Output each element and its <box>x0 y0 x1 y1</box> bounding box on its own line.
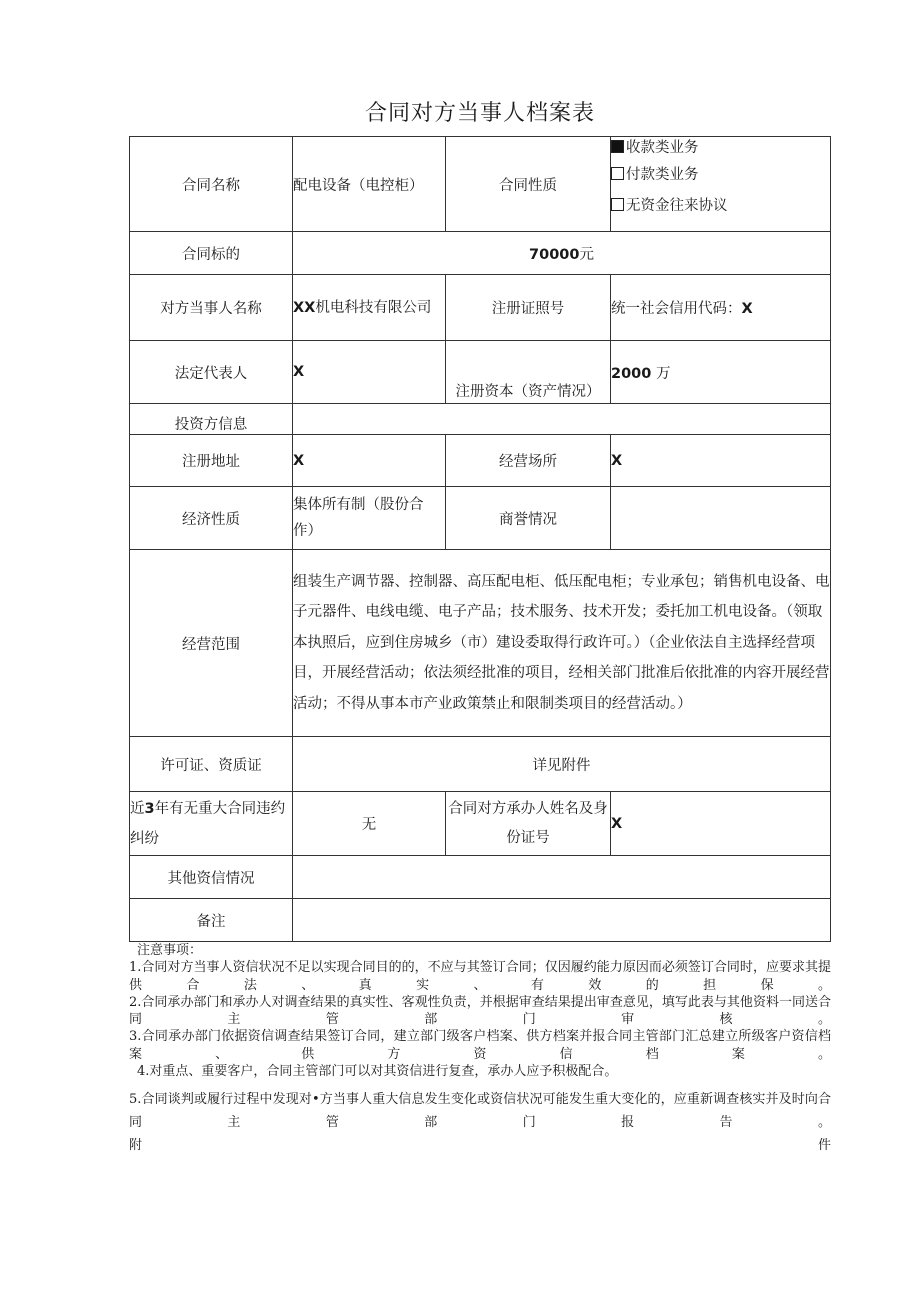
remarks-label: 备注 <box>130 899 293 942</box>
breach-label: 近3年有无重大合同违约纠纷 <box>130 792 293 856</box>
note-item: 1.合同对方当事人资信状况不足以实现合同目的的，不应与其签订合同；仅因履约能力原因而必须签订合同时，应要求其提供合法、真实、有效的担保。 <box>129 960 831 993</box>
scope-value: 组装生产调节器、控制器、高压配电柜、低压配电柜；专业承包；销售机电设备、电子元器件、电线电缆、电子产品；技术服务、技术开发；委托加工机电设备。（领取本执照后，应到住房城乡（市）建设委取得行政许可。）（企业依法自主选择经营项目，开展经营活动；依法须经批准的项目，经相关部门批准后依批准的内容开展经营活动；不得从事本市产业政策禁止和限制类项目的经营活动。） <box>293 550 831 737</box>
table-row <box>130 404 831 435</box>
legal-rep-label: 法定代表人 <box>130 341 293 404</box>
reputation-value <box>611 487 831 550</box>
table-row <box>130 737 831 792</box>
reg-capital-label: 注册资本（资产情况） <box>446 341 611 404</box>
license-value: 详见附件 <box>293 737 831 792</box>
license-label: 许可证、资质证 <box>130 737 293 792</box>
investor-label: 投资方信息 <box>130 404 293 435</box>
subject-label: 合同标的 <box>130 232 293 275</box>
credit-code-value: 统一社会信用代码：X <box>611 275 831 341</box>
business-place-value: X <box>611 435 831 487</box>
scope-label: 经营范围 <box>130 550 293 737</box>
table-row <box>130 792 831 856</box>
party-name-value: XX机电科技有限公司 <box>293 275 446 341</box>
checkbox-empty-icon[interactable] <box>611 198 624 211</box>
party-name-label: 对方当事人名称 <box>130 275 293 341</box>
table-row <box>130 275 831 341</box>
table-row <box>130 341 831 404</box>
nature-option-payable[interactable]: 付款类业务 <box>611 159 830 191</box>
note-item: 5.合同谈判或履行过程中发现对•方当事人重大信息发生变化或资信状况可能发生重大变化的，应重新调查核实并及时向合同主管部门报告。 <box>129 1092 831 1131</box>
page-title: 合同对方当事人档案表 <box>364 101 595 126</box>
nature-option-no-funds[interactable]: 无资金往来协议 <box>611 191 830 221</box>
contract-nature-options <box>611 137 831 232</box>
remarks-value <box>293 899 831 942</box>
econ-nature-label: 经济性质 <box>130 487 293 550</box>
table-row <box>130 550 831 737</box>
table-row <box>130 487 831 550</box>
table-row <box>130 232 831 275</box>
reg-address-value: X <box>293 435 446 487</box>
notes-heading: 注意事项： <box>137 943 203 958</box>
nature-option-receivable[interactable]: 收款类业务 <box>611 137 830 159</box>
legal-rep-value: X <box>293 341 446 404</box>
handler-label: 合同对方承办人姓名及身份证号 <box>446 792 611 856</box>
checkbox-empty-icon[interactable] <box>611 167 624 180</box>
table-row <box>130 137 831 232</box>
other-credit-label: 其他资信情况 <box>130 856 293 899</box>
notes-section <box>129 942 831 1157</box>
archive-table <box>129 136 831 942</box>
note-item: 4.对重点、重要客户，合同主管部门可以对其资信进行复查，承办人应予积极配合。 <box>137 1064 618 1080</box>
table-row <box>130 435 831 487</box>
table-row <box>130 899 831 942</box>
reg-address-label: 注册地址 <box>130 435 293 487</box>
subject-value: 70000元 <box>293 232 831 275</box>
econ-nature-value: 集体所有制（股份合作） <box>293 487 446 550</box>
reputation-label: 商誉情况 <box>446 487 611 550</box>
other-credit-value <box>293 856 831 899</box>
reg-capital-value: 2000 万 <box>611 341 831 404</box>
contract-name-value: 配电设备（电控柜） <box>293 137 446 232</box>
table-row <box>130 856 831 899</box>
checkbox-checked-icon[interactable] <box>611 140 624 153</box>
investor-value <box>293 404 831 435</box>
attachment-label: 附件 <box>129 1138 831 1154</box>
business-place-label: 经营场所 <box>446 435 611 487</box>
reg-license-label: 注册证照号 <box>446 275 611 341</box>
contract-name-label: 合同名称 <box>130 137 293 232</box>
handler-value: X <box>611 792 831 856</box>
note-item: 2.合同承办部门和承办人对调查结果的真实性、客观性负责，并根据审查结果提出审查意见，填写此表与其他资料一同送合同主管部门审核。 <box>129 994 831 1028</box>
note-item: 3.合同承办部门依据资信调查结果签订合同，建立部门级客户档案、供方档案并报合同主管部门汇总建立所级客户资信档案、供方资信档案。 <box>129 1029 831 1062</box>
contract-nature-label: 合同性质 <box>446 137 611 232</box>
breach-value: 无 <box>293 792 446 856</box>
